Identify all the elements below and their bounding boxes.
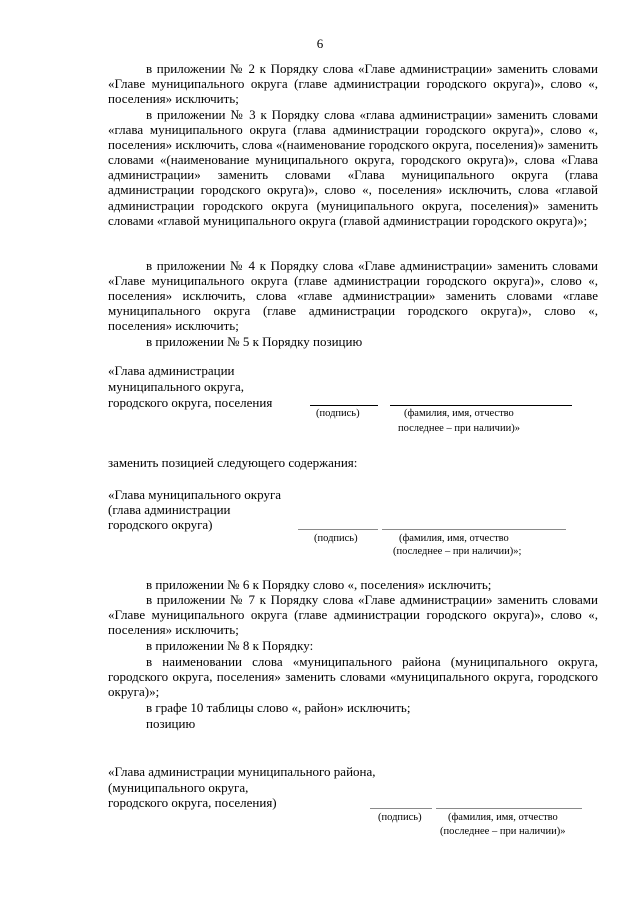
block2-name-line bbox=[382, 529, 566, 530]
block2-name-label-2: (последнее – при наличии)»; bbox=[393, 546, 522, 557]
block1-signature-line bbox=[310, 405, 378, 406]
block2-line-2: (глава администрации bbox=[108, 502, 231, 517]
block2-sign-label: (подпись) bbox=[314, 533, 358, 544]
block3-line-3: городского округа, поселения) bbox=[108, 795, 277, 810]
block3-name-line bbox=[436, 808, 582, 809]
paragraph-appendix-6: в приложении № 6 к Порядку слово «, поселения» исключить; bbox=[146, 577, 492, 592]
paragraph-appendix-7: в приложении № 7 к Порядку слова «Главе администрации» заменить словами «Главе муниципального округа (главе администрации городского округа)», слово «, поселения» исключить; bbox=[108, 592, 598, 638]
block1-line-1: «Глава администрации bbox=[108, 363, 235, 378]
block2-name-label-1: (фамилия, имя, отчество bbox=[399, 533, 509, 544]
block1-name-label-1: (фамилия, имя, отчество bbox=[404, 408, 514, 419]
block1-line-3: городского округа, поселения bbox=[108, 395, 273, 410]
block2-line-3: городского округа) bbox=[108, 517, 213, 532]
block1-name-line bbox=[390, 405, 572, 406]
paragraph-position: позицию bbox=[146, 716, 196, 731]
paragraph-column-10: в графе 10 таблицы слово «, район» исключить; bbox=[146, 700, 411, 715]
paragraph-appendix-3: в приложении № 3 к Порядку слова «глава администрации» заменить словами «глава муниципального округа (глава администрации городского округа)», слово «, поселения» исключить, слова «(наименование городского округа, поселения)» заменить словами «(наименование муниципального округа, городского округа)», слова «Глава администрации» заменить словами «Глава муниципального округа (глава администрации городского округа)», слово «, поселения» исключить, слова «главой администрации городского округа (муниципального округа, поселения)» заменить словами «главой муниципального округа (главой администрации городского округа)»; bbox=[108, 107, 598, 228]
replace-text: заменить позицией следующего содержания: bbox=[108, 455, 358, 470]
block2-signature-line bbox=[298, 529, 378, 530]
paragraph-appendix-4: в приложении № 4 к Порядку слова «Главе администрации» заменить словами «Главе муниципального округа (главе администрации городского округа)», слово «, поселения» исключить, слова «главе администрации» заменить словами «главе муниципального округа (главе администрации городского округа)», слово «, поселения» исключить; bbox=[108, 258, 598, 334]
block3-line-2: (муниципального округа, bbox=[108, 780, 249, 795]
block1-sign-label: (подпись) bbox=[316, 408, 360, 419]
block2-line-1: «Глава муниципального округа bbox=[108, 487, 282, 502]
block3-name-label-1: (фамилия, имя, отчество bbox=[448, 812, 558, 823]
paragraph-appendix-5: в приложении № 5 к Порядку позицию bbox=[146, 334, 363, 349]
block3-signature-line bbox=[370, 808, 432, 809]
block3-sign-label: (подпись) bbox=[378, 812, 422, 823]
block3-line-1: «Глава администрации муниципального района, bbox=[108, 764, 376, 779]
paragraph-appendix-8: в приложении № 8 к Порядку: bbox=[146, 638, 314, 653]
page-number: 6 bbox=[316, 36, 324, 51]
block1-name-label-2: последнее – при наличии)» bbox=[398, 423, 520, 434]
paragraph-appendix-8-title: в наименовании слова «муниципального района (муниципального округа, городского округа, поселения» заменить словами «муниципального округа, городского округа)»; bbox=[108, 654, 598, 700]
block3-name-label-2: (последнее – при наличии)» bbox=[440, 826, 566, 837]
block1-line-2: муниципального округа, bbox=[108, 379, 245, 394]
paragraph-appendix-2: в приложении № 2 к Порядку слова «Главе администрации» заменить словами «Главе муниципального округа (главе администрации городского округа)», слово «, поселения» исключить; bbox=[108, 61, 598, 107]
